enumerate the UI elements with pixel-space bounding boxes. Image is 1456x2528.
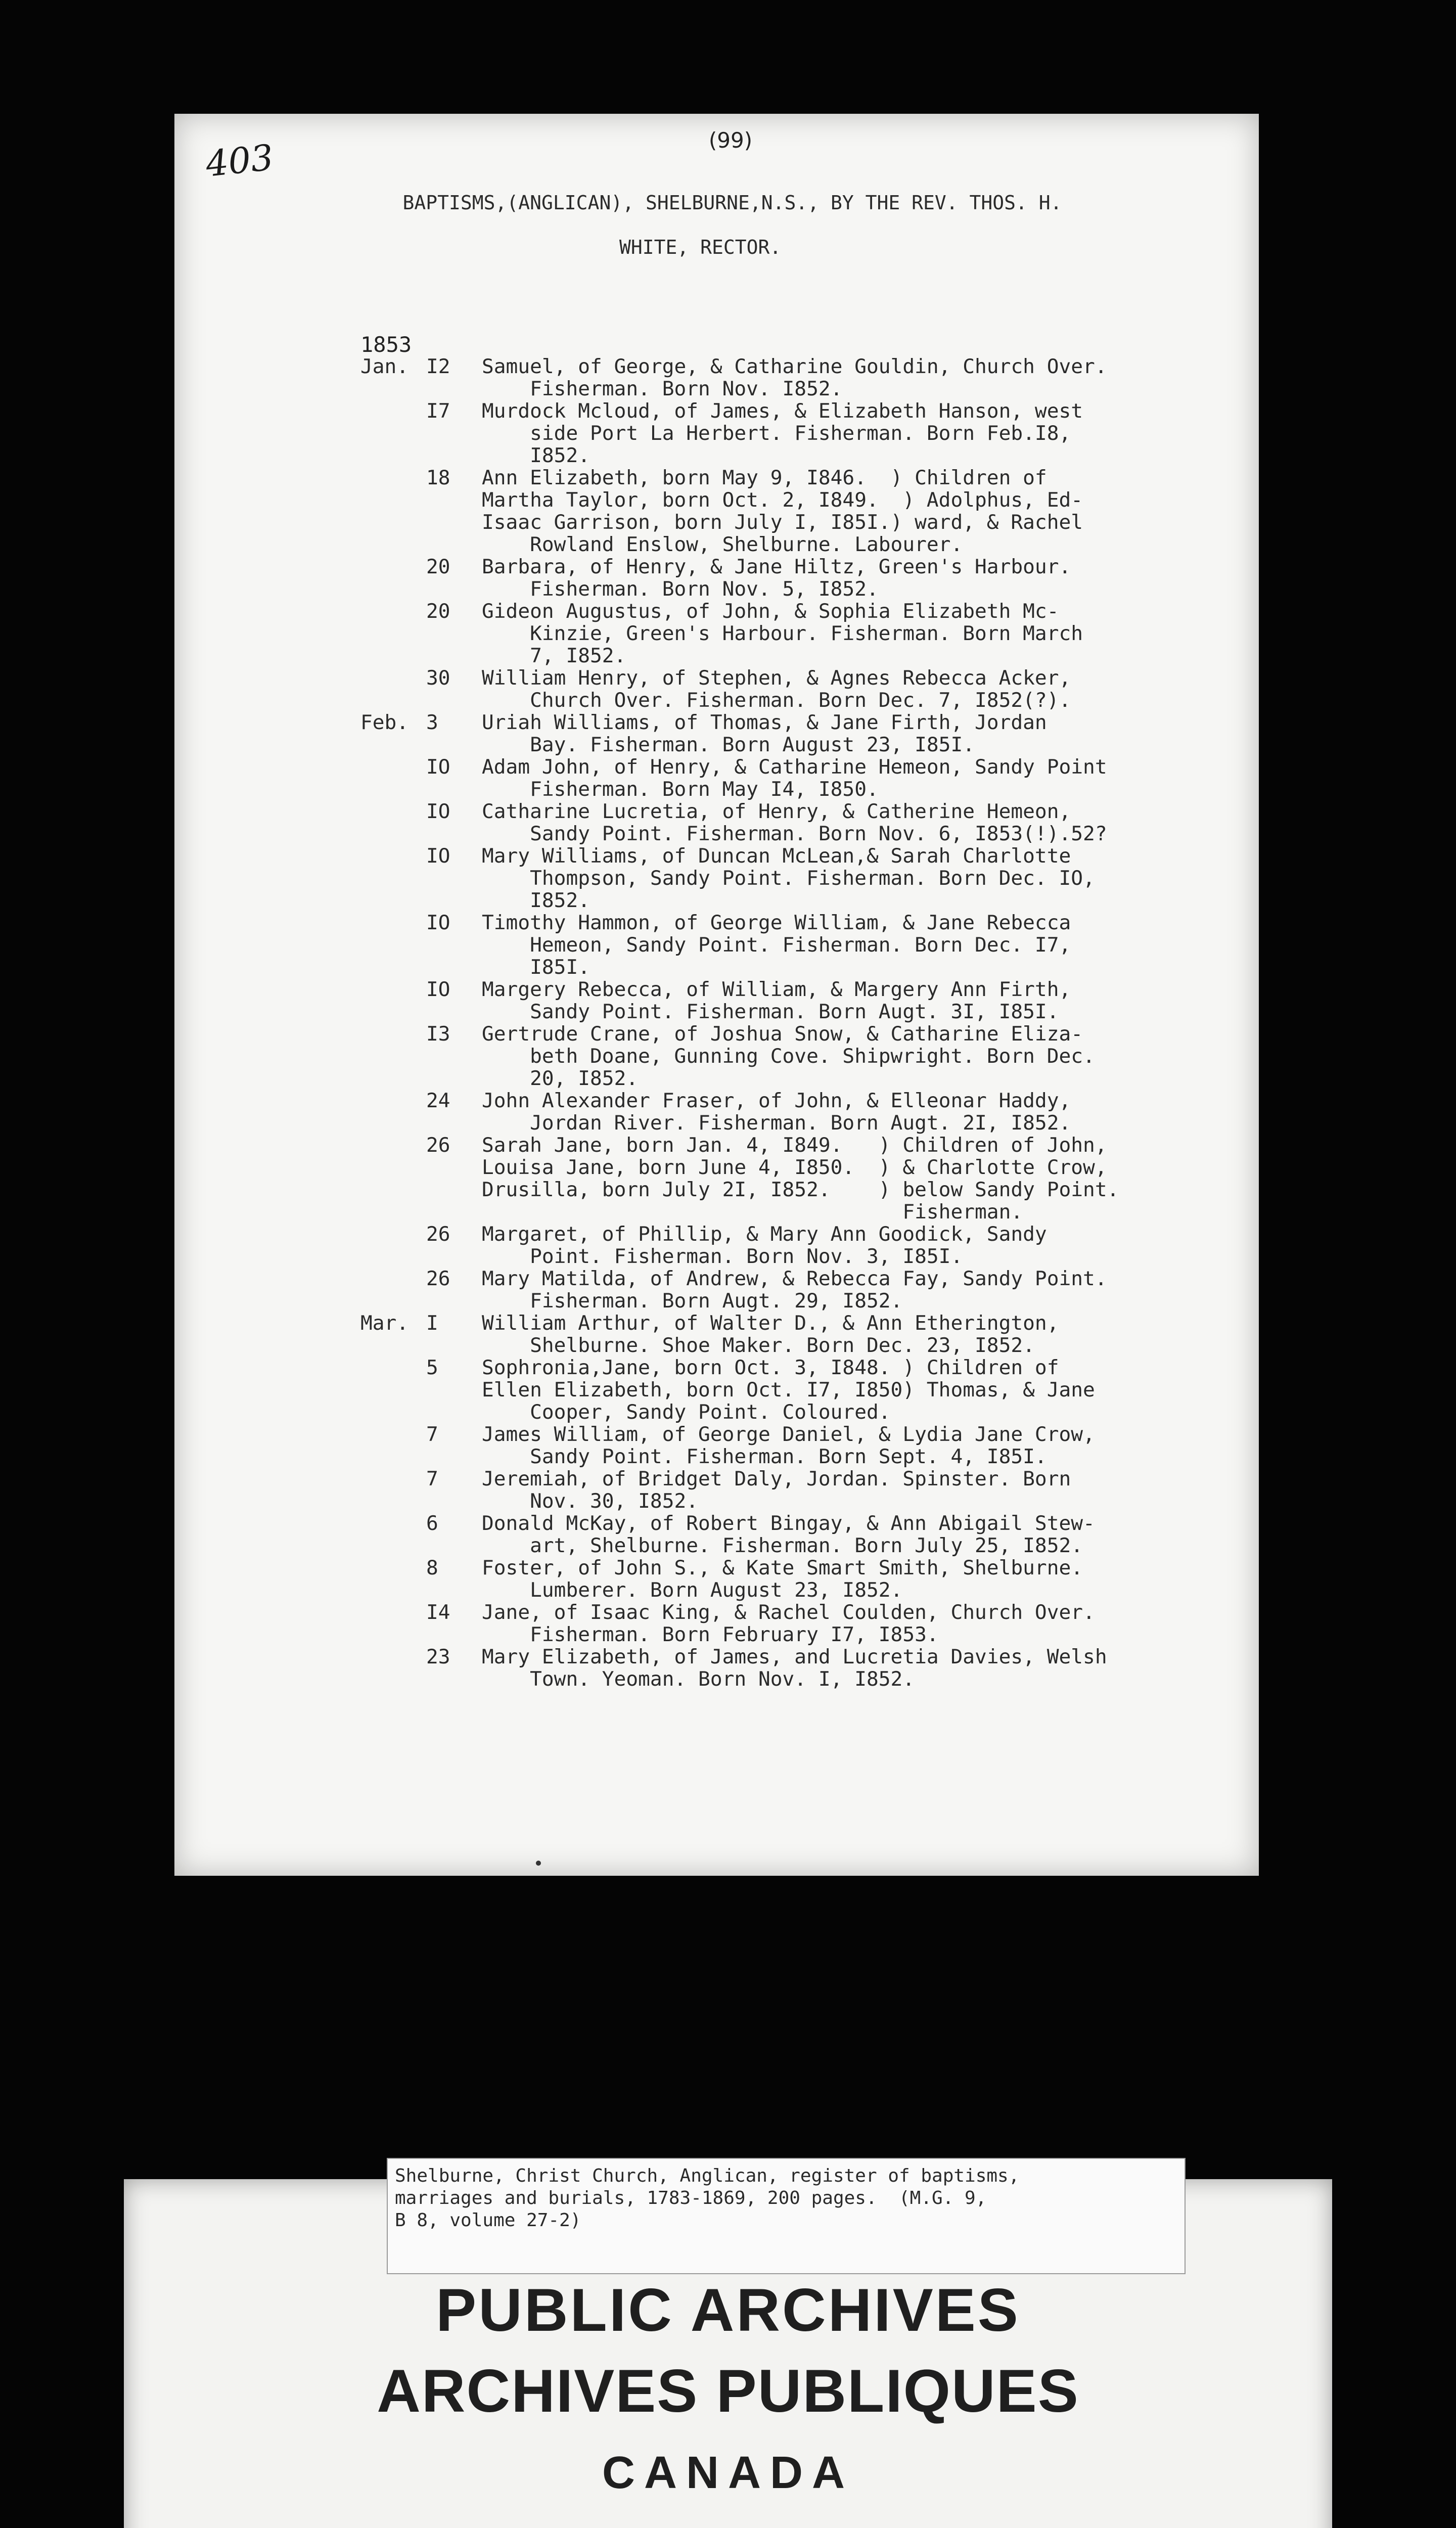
baptism-entry [360, 845, 1250, 912]
entry-text [482, 1423, 1250, 1468]
archives-french: ARCHIVES PUBLIQUES [377, 2357, 1079, 2425]
entry-text [482, 1312, 1250, 1357]
baptism-entry [360, 1134, 1250, 1223]
entry-month [360, 400, 426, 467]
entry-month [360, 756, 426, 800]
entry-line: William Henry, of Stephen, & Agnes Rebecca Acker, [482, 666, 1071, 690]
entry-text [482, 1134, 1250, 1223]
entry-month [360, 556, 426, 600]
entry-line: Sandy Point. Fisherman. Born Augt. 3I, I85I. [482, 1000, 1059, 1023]
citation-line: marriages and burials, 1783-1869, 200 pages. (M.G. 9, [395, 2188, 987, 2208]
archives-english: PUBLIC ARCHIVES [436, 2276, 1020, 2344]
entry-text [482, 912, 1250, 978]
entry-day: 20 [426, 600, 450, 623]
entry-line: James William, of George Daniel, & Lydia Jane Crow, [482, 1423, 1095, 1446]
entry-day: 5 [426, 1356, 438, 1379]
entry-line: Mary Williams, of Duncan McLean,& Sarah Charlotte [482, 844, 1071, 868]
entry-text [482, 756, 1250, 800]
baptism-entry [360, 467, 1250, 556]
entry-line: Isaac Garrison, born July I, I85I.) ward, & Rachel [482, 511, 1083, 534]
entry-day: 20 [426, 555, 450, 578]
entry-day: I2 [426, 355, 450, 378]
entry-line: William Arthur, of Walter D., & Ann Etherington, [482, 1312, 1059, 1335]
entry-day: IO [426, 755, 450, 779]
entry-line: Louisa Jane, born June 4, I850. ) & Charlotte Crow, [482, 1156, 1107, 1179]
entry-line: I852. [482, 444, 590, 467]
entry-line: Martha Taylor, born Oct. 2, I849. ) Adolphus, Ed- [482, 488, 1083, 512]
entry-line: Gertrude Crane, of Joshua Snow, & Catharine Eliza- [482, 1022, 1083, 1046]
entry-line: beth Doane, Gunning Cove. Shipwright. Born Dec. [482, 1045, 1095, 1068]
entry-day: 26 [426, 1134, 450, 1157]
entry-text [482, 600, 1250, 667]
entry-text [482, 711, 1250, 756]
entry-month [360, 1223, 426, 1268]
entry-line: Barbara, of Henry, & Jane Hiltz, Green's Harbour. [482, 555, 1071, 578]
citation-line: B 8, volume 27-2) [395, 2210, 581, 2231]
entry-day: I [426, 1312, 438, 1335]
entry-line: Catharine Lucretia, of Henry, & Catherine Hemeon, [482, 800, 1071, 823]
entry-day: I3 [426, 1022, 450, 1046]
baptism-entry [360, 1646, 1250, 1690]
entry-month [360, 667, 426, 711]
entry-line: Foster, of John S., & Kate Smart Smith, Shelburne. [482, 1556, 1083, 1579]
entry-text [482, 1646, 1250, 1690]
folio-number: 403 [204, 137, 276, 185]
entry-text [482, 1023, 1250, 1090]
entry-line: Uriah Williams, of Thomas, & Jane Firth, Jordan [482, 711, 1047, 734]
baptism-entry [360, 756, 1250, 800]
archives-country: CANADA [602, 2448, 854, 2498]
entry-line: Sandy Point. Fisherman. Born Nov. 6, I853(!).52? [482, 822, 1107, 845]
entry-line: Ann Elizabeth, born May 9, I846. ) Children of [482, 466, 1047, 489]
entry-text [482, 400, 1250, 467]
entry-month [360, 1646, 426, 1690]
baptism-entry [360, 1312, 1250, 1357]
entry-day: IO [426, 800, 450, 823]
baptism-entry [360, 556, 1250, 600]
year-label: 1853 [360, 332, 412, 357]
baptism-entry [360, 1268, 1250, 1312]
entry-day: I7 [426, 399, 450, 423]
entry-month [360, 1557, 426, 1601]
page-heading [356, 169, 1115, 303]
baptism-entry [360, 667, 1250, 711]
entry-line: Drusilla, born July 2I, I852. ) below Sandy Point. [482, 1178, 1119, 1201]
baptism-entry [360, 400, 1250, 467]
entry-day: IO [426, 844, 450, 868]
entry-line: 20, I852. [482, 1067, 639, 1090]
entry-line: Fisherman. Born Nov. 5, I852. [482, 577, 879, 601]
entry-day: IO [426, 911, 450, 934]
entry-line: Mary Matilda, of Andrew, & Rebecca Fay, Sandy Point. [482, 1267, 1107, 1290]
entry-month [360, 1423, 426, 1468]
baptism-entry [360, 912, 1250, 978]
baptism-entry [360, 800, 1250, 845]
entry-line: Jeremiah, of Bridget Daly, Jordan. Spinster. Born [482, 1467, 1071, 1491]
entry-line: Sarah Jane, born Jan. 4, I849. ) Children of John, [482, 1134, 1107, 1157]
entry-line: Fisherman. Born February I7, I853. [482, 1623, 939, 1646]
entry-text [482, 1601, 1250, 1646]
entry-line: art, Shelburne. Fisherman. Born July 25, I852. [482, 1534, 1083, 1557]
entry-line: I852. [482, 889, 590, 912]
entry-text [482, 556, 1250, 600]
entry-text [482, 667, 1250, 711]
baptism-entry [360, 1468, 1250, 1512]
entry-line: Margaret, of Phillip, & Mary Ann Goodick, Sandy [482, 1223, 1047, 1246]
entry-text [482, 978, 1250, 1023]
entry-day: I4 [426, 1601, 450, 1624]
entry-line: Samuel, of George, & Catharine Gouldin, Church Over. [482, 355, 1107, 378]
entry-day: 26 [426, 1223, 450, 1246]
entry-month: Feb. [360, 711, 409, 734]
entry-text [482, 1468, 1250, 1512]
entry-line: Church Over. Fisherman. Born Dec. 7, I852(?). [482, 689, 1071, 712]
entry-month [360, 845, 426, 912]
baptism-entry [360, 711, 1250, 756]
entry-line: Kinzie, Green's Harbour. Fisherman. Born March [482, 622, 1083, 645]
entry-text [482, 1090, 1250, 1134]
entry-line: Gideon Augustus, of John, & Sophia Elizabeth Mc- [482, 600, 1059, 623]
baptism-entry [360, 1423, 1250, 1468]
entry-line: Murdock Mcloud, of James, & Elizabeth Hanson, west [482, 399, 1083, 423]
entry-text [482, 1223, 1250, 1268]
entry-line: side Port La Herbert. Fisherman. Born Feb.I8, [482, 422, 1071, 445]
entry-line: I85I. [482, 956, 590, 979]
entry-line: Mary Elizabeth, of James, and Lucretia Davies, Welsh [482, 1645, 1107, 1668]
baptism-entry [360, 1557, 1250, 1601]
entry-month [360, 912, 426, 978]
entry-day: 26 [426, 1267, 450, 1290]
entry-month: Mar. [360, 1312, 409, 1335]
baptism-entry [360, 1357, 1250, 1423]
entry-line: Cooper, Sandy Point. Coloured. [482, 1401, 891, 1424]
entry-month [360, 978, 426, 1023]
entry-text [482, 355, 1250, 400]
entry-line: Donald McKay, of Robert Bingay, & Ann Abigail Stew- [482, 1512, 1095, 1535]
entry-line: Jordan River. Fisherman. Born Augt. 2I, I852. [482, 1111, 1071, 1135]
entry-day: 23 [426, 1645, 450, 1668]
entry-line: Nov. 30, I852. [482, 1489, 699, 1513]
entry-month: Jan. [360, 355, 409, 378]
baptism-entry [360, 355, 1250, 400]
entry-line: Point. Fisherman. Born Nov. 3, I85I. [482, 1245, 963, 1268]
entry-line: Margery Rebecca, of William, & Margery Ann Firth, [482, 978, 1071, 1001]
entry-line: Fisherman. Born May I4, I850. [482, 778, 879, 801]
baptism-entry [360, 1023, 1250, 1090]
citation-label [387, 2158, 1186, 2274]
entry-line: Fisherman. Born Nov. I852. [482, 377, 843, 400]
entry-line: Town. Yeoman. Born Nov. I, I852. [482, 1667, 915, 1691]
baptism-entries [360, 355, 1250, 1690]
entry-line: Lumberer. Born August 23, I852. [482, 1578, 903, 1602]
baptism-entry [360, 1601, 1250, 1646]
entry-line: Ellen Elizabeth, born Oct. I7, I850) Thomas, & Jane [482, 1378, 1095, 1402]
entry-line: Sandy Point. Fisherman. Born Sept. 4, I85I. [482, 1445, 1047, 1468]
entry-line: Bay. Fisherman. Born August 23, I85I. [482, 733, 975, 756]
entry-text [482, 800, 1250, 845]
entry-text [482, 1268, 1250, 1312]
baptism-entry [360, 1223, 1250, 1268]
entry-day: 8 [426, 1556, 438, 1579]
heading-line-1: BAPTISMS,(ANGLICAN), SHELBURNE,N.S., BY THE REV. THOS. H. [402, 192, 1062, 214]
entry-line: 7, I852. [482, 644, 626, 667]
entry-line: Hemeon, Sandy Point. Fisherman. Born Dec. I7, [482, 933, 1071, 957]
entry-month [360, 1134, 426, 1223]
entry-day: 18 [426, 466, 450, 489]
entry-month [360, 800, 426, 845]
citation-line: Shelburne, Christ Church, Anglican, register of baptisms, [395, 2165, 1020, 2186]
register-page [174, 114, 1259, 1876]
entry-line: Fisherman. Born Augt. 29, I852. [482, 1289, 903, 1313]
entry-month [360, 1268, 426, 1312]
entry-month [360, 1090, 426, 1134]
entry-line: Sophronia,Jane, born Oct. 3, I848. ) Children of [482, 1356, 1059, 1379]
entry-text [482, 1557, 1250, 1601]
entry-line: Rowland Enslow, Shelburne. Labourer. [482, 533, 963, 556]
entry-day: IO [426, 978, 450, 1001]
page-mark [536, 1861, 541, 1866]
entry-text [482, 845, 1250, 912]
baptism-entry [360, 1512, 1250, 1557]
entry-month [360, 1023, 426, 1090]
entry-text [482, 1512, 1250, 1557]
entry-month [360, 1512, 426, 1557]
entry-text [482, 1357, 1250, 1423]
entry-line: Jane, of Isaac King, & Rachel Coulden, Church Over. [482, 1601, 1095, 1624]
entry-line: Shelburne. Shoe Maker. Born Dec. 23, I852. [482, 1334, 1035, 1357]
entry-day: 7 [426, 1423, 438, 1446]
entry-month [360, 1601, 426, 1646]
entry-day: 30 [426, 666, 450, 690]
entry-text [482, 467, 1250, 556]
heading-line-2: WHITE, RECTOR. [619, 236, 782, 258]
entry-line: John Alexander Fraser, of John, & Elleonar Haddy, [482, 1089, 1071, 1112]
archives-card [124, 2165, 1332, 2528]
baptism-entry [360, 978, 1250, 1023]
entry-day: 6 [426, 1512, 438, 1535]
baptism-entry [360, 600, 1250, 667]
entry-month [360, 1357, 426, 1423]
entry-line: Adam John, of Henry, & Catharine Hemeon, Sandy Point [482, 755, 1107, 779]
baptism-entry [360, 1090, 1250, 1134]
entry-day: 3 [426, 711, 438, 734]
entry-day: 24 [426, 1089, 450, 1112]
entry-line: Timothy Hammon, of George William, & Jane Rebecca [482, 911, 1071, 934]
entry-month [360, 1468, 426, 1512]
entry-day: 7 [426, 1467, 438, 1491]
entry-month [360, 600, 426, 667]
page-number: (99) [708, 128, 753, 153]
entry-line: Fisherman. [482, 1200, 1023, 1224]
entry-line: Thompson, Sandy Point. Fisherman. Born Dec. IO, [482, 867, 1095, 890]
entry-month [360, 467, 426, 556]
